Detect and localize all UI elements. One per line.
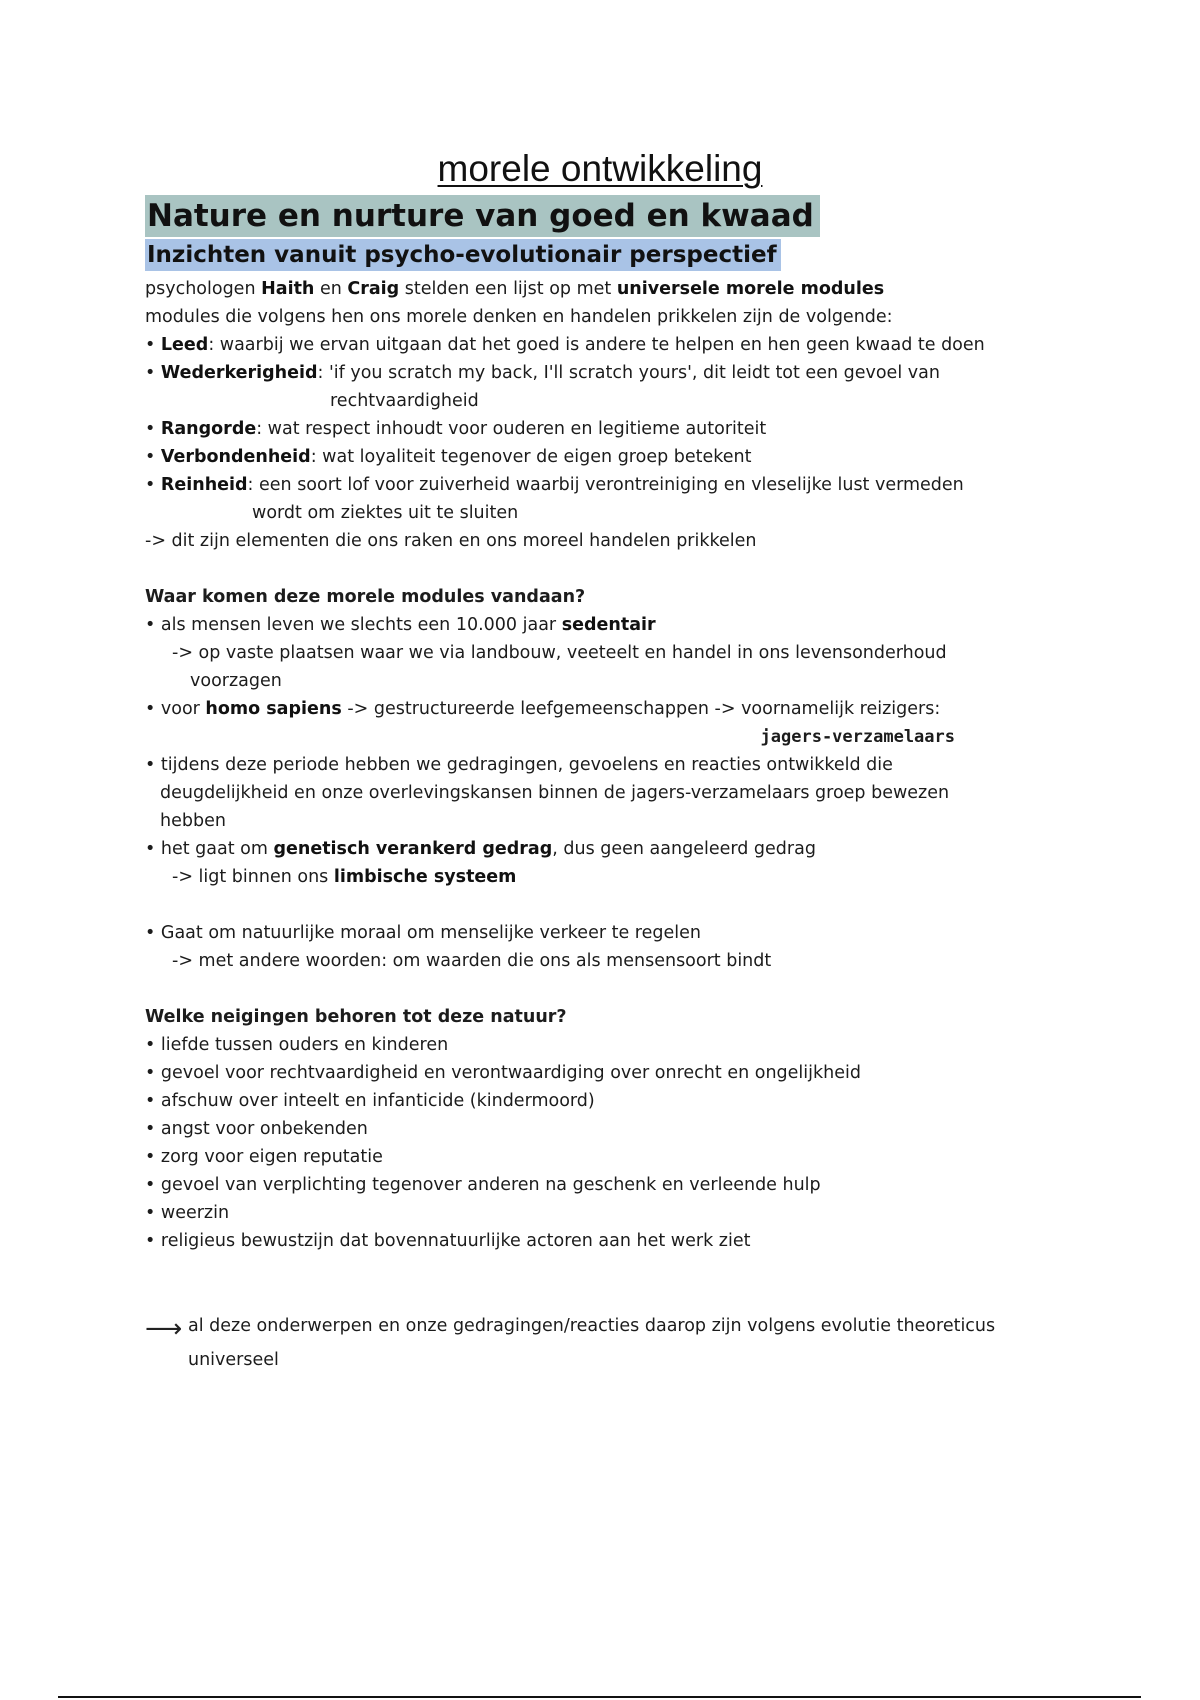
final-line-2: universeel [188,1350,279,1370]
list-item: • weerzin [145,1203,230,1223]
module-wederkerigheid-cont: rechtvaardigheid [330,391,479,411]
section2-bullet-2: • voor homo sapiens -> gestructureerde leefgemeenschappen -> voornamelijk reizigers: [145,699,941,719]
list-item: • afschuw over inteelt en infanticide (kindermoord) [145,1091,595,1111]
module-reinheid-cont: wordt om ziektes uit te sluiten [252,503,519,523]
module-verbondenheid: • Verbondenheid: wat loyaliteit tegenover de eigen groep betekent [145,447,752,467]
list-item: • zorg voor eigen reputatie [145,1147,383,1167]
section2-bullet-4-sub: -> ligt binnen ons limbische systeem [172,867,517,887]
section2-bullet-2-hunters: jagers-verzamelaars [760,727,955,747]
section2-bullet-5-sub: -> met andere woorden: om waarden die ons als mensensoort bindt [172,951,772,971]
list-item: • gevoel voor rechtvaardigheid en verontwaardiging over onrecht en ongelijkheid [145,1063,861,1083]
section2-bullet-1-sub2: voorzagen [190,671,282,691]
final-line-1: al deze onderwerpen en onze gedragingen/reacties daarop zijn volgens evolutie theoreticus [188,1316,996,1336]
module-reinheid: • Reinheid: een soort lof voor zuiverheid waarbij verontreiniging en vleselijke lust vermeden [145,475,964,495]
intro-line-1: psychologen Haith en Craig stelden een lijst op met universele morele modules [145,279,885,299]
heading-nature-nurture: Nature en nurture van goed en kwaad [145,195,820,237]
section2-bullet-1: • als mensen leven we slechts een 10.000 jaar sedentair [145,615,656,635]
heading-psycho-evolutionary: Inzichten vanuit psycho-evolutionair perspectief [145,239,781,271]
section2-bullet-5: • Gaat om natuurlijke moraal om menselijke verkeer te regelen [145,923,701,943]
module-rangorde: • Rangorde: wat respect inhoudt voor ouderen en legitieme autoriteit [145,419,767,439]
section2-bullet-1-sub: -> op vaste plaatsen waar we via landbouw, veeteelt en handel in ons levensonderhoud [172,643,947,663]
section2-bullet-3-line-1: • tijdens deze periode hebben we gedragingen, gevoelens en reacties ontwikkeld die [145,755,893,775]
list-item: • angst voor onbekenden [145,1119,368,1139]
section2-bullet-3-line-2: deugdelijkheid en onze overlevingskansen binnen de jagers-verzamelaars groep bewezen [160,783,950,803]
arrow-right-icon: ⟶ [145,1314,183,1344]
section2-bullet-3-line-3: hebben [160,811,226,831]
list-item: • gevoel van verplichting tegenover anderen na geschenk en verleende hulp [145,1175,821,1195]
module-wederkerigheid: • Wederkerigheid: 'if you scratch my back, I'll scratch yours', dit leidt tot een gevoel van [145,363,940,383]
section2-question: Waar komen deze morele modules vandaan? [145,587,586,607]
footer-divider [58,1696,1141,1698]
conclusion-line: -> dit zijn elementen die ons raken en ons moreel handelen prikkelen [145,531,757,551]
intro-line-2: modules die volgens hen ons morele denken en handelen prikkelen zijn de volgende: [145,307,893,327]
section3-question: Welke neigingen behoren tot deze natuur? [145,1007,567,1027]
section2-bullet-4: • het gaat om genetisch verankerd gedrag, dus geen aangeleerd gedrag [145,839,816,859]
module-leed: • Leed: waarbij we ervan uitgaan dat het goed is andere te helpen en hen geen kwaad te doen [145,335,985,355]
page-title: morele ontwikkeling [437,148,763,189]
list-item: • religieus bewustzijn dat bovennatuurlijke actoren aan het werk ziet [145,1231,751,1251]
list-item: • liefde tussen ouders en kinderen [145,1035,449,1055]
